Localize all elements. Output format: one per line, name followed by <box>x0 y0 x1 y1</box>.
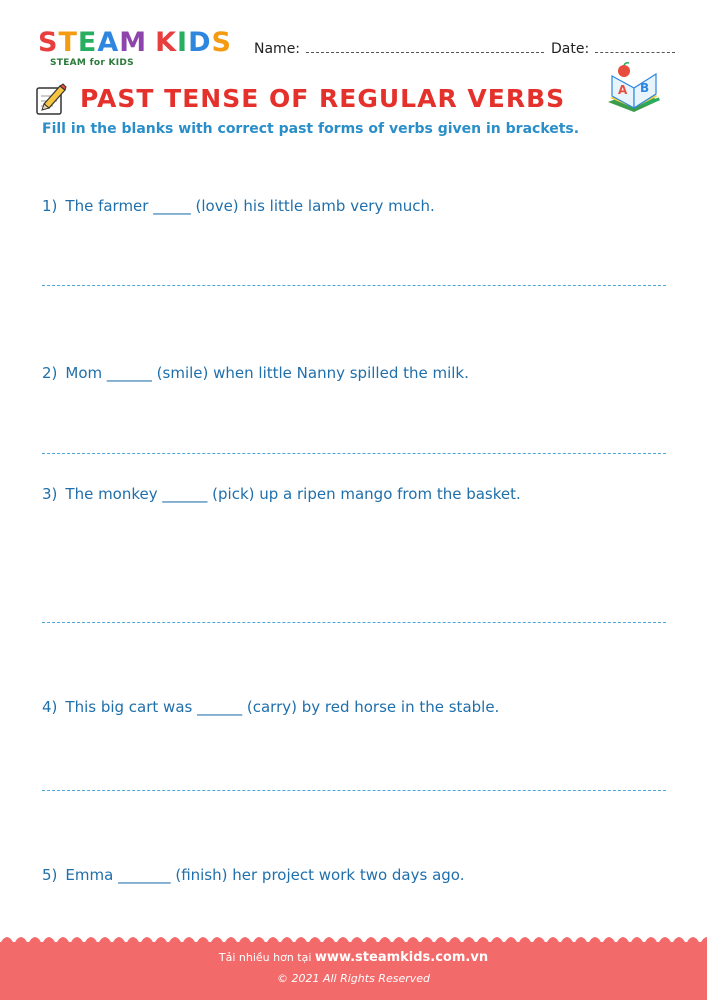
answer-line-1[interactable] <box>42 285 666 286</box>
logo-letter: D <box>188 27 212 58</box>
footer-prefix: Tải nhiều hơn tại <box>218 951 315 964</box>
date-label: Date: <box>551 41 590 57</box>
logo-letter: I <box>177 27 189 58</box>
footer-scallop-edge <box>0 932 707 944</box>
question-text: This big cart was ______ (carry) by red horse in the stable. <box>65 698 500 716</box>
answer-line-3[interactable] <box>42 622 666 623</box>
question-number: 4) <box>42 698 58 716</box>
question-number: 1) <box>42 197 58 215</box>
question-number: 2) <box>42 364 58 382</box>
date-line[interactable] <box>595 40 675 53</box>
question-4 <box>42 698 499 716</box>
logo-letter: T <box>58 27 78 58</box>
logo-letter: K <box>155 27 178 58</box>
question-number: 5) <box>42 866 58 884</box>
answer-line-4[interactable] <box>42 790 666 791</box>
question-5 <box>42 866 464 884</box>
question-text: The monkey ______ (pick) up a ripen mango from the basket. <box>65 485 521 503</box>
date-field[interactable] <box>551 40 675 57</box>
logo-letter: M <box>119 27 148 58</box>
logo-tagline: STEAM for KIDS <box>50 58 134 68</box>
logo-letter: S <box>211 27 232 58</box>
footer-site-link[interactable]: www.steamkids.com.vn <box>314 950 489 965</box>
question-1 <box>42 197 435 215</box>
footer-copyright: © 2021 All Rights Reserved <box>276 972 430 985</box>
name-line[interactable] <box>306 40 544 53</box>
answer-line-2[interactable] <box>42 453 666 454</box>
name-label: Name: <box>254 41 301 57</box>
footer-download-line <box>0 950 707 965</box>
steam-kids-logo <box>38 28 238 70</box>
question-text: Mom ______ (smile) when little Nanny spilled the milk. <box>65 364 469 382</box>
question-2 <box>42 364 469 382</box>
logo-letter: A <box>97 27 120 58</box>
question-text: Emma _______ (finish) her project work two days ago. <box>65 866 465 884</box>
logo-letter: S <box>38 27 59 58</box>
book-letter-b: B <box>640 81 650 95</box>
logo-letter: E <box>77 27 98 58</box>
footer-band <box>0 942 707 1000</box>
instructions: Fill in the blanks with correct past forms of verbs given in brackets. <box>42 121 580 137</box>
abc-book-icon <box>604 62 664 114</box>
name-field[interactable] <box>254 40 544 57</box>
question-text: The farmer _____ (love) his little lamb very much. <box>65 197 435 215</box>
question-3 <box>42 485 521 503</box>
logo-wordmark <box>38 28 232 58</box>
page-title: PAST TENSE OF REGULAR VERBS <box>80 84 566 113</box>
question-number: 3) <box>42 485 58 503</box>
book-letter-a: A <box>618 83 628 97</box>
pencil-paper-icon <box>32 82 68 118</box>
